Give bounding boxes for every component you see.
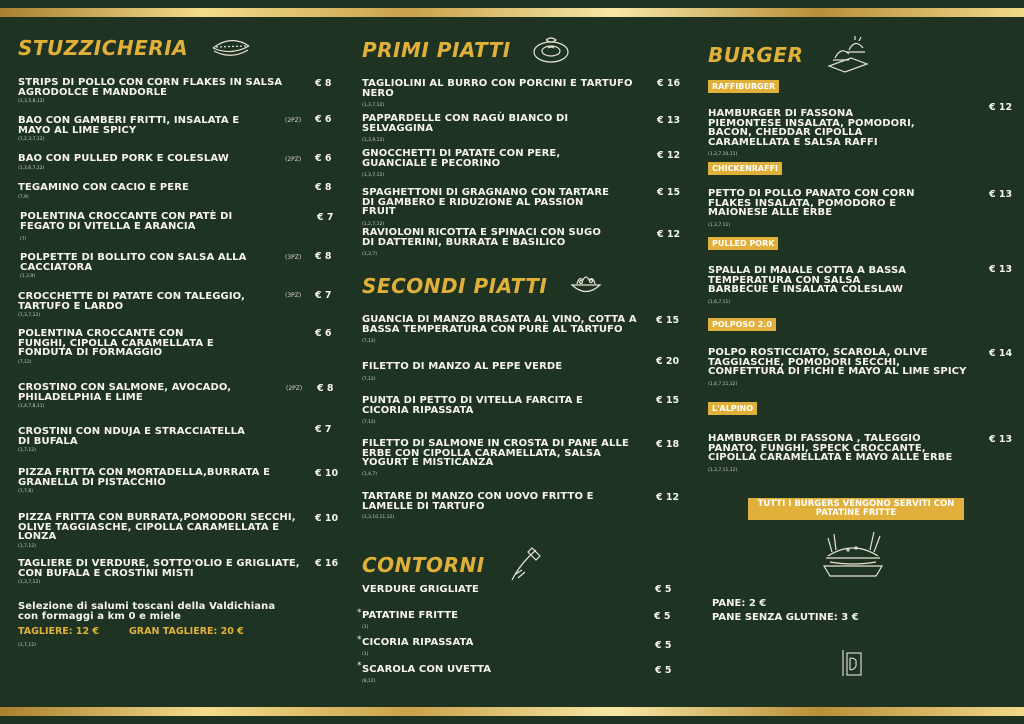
item-allergens: (1,2,7,12) (362, 221, 385, 227)
menu-item (18, 292, 248, 318)
item-price: € 8 (317, 383, 334, 394)
menu-item (362, 611, 458, 630)
item-name: PIZZA FRITTA CON BURRATA,POMODORI SECCHI, OLIVE TAGGIASCHE, CIPOLLA CARAMELLATA E LONZA (18, 512, 296, 542)
item-allergens: (1,3,7,12) (18, 313, 41, 318)
item-price: € 6 (315, 153, 332, 164)
item-price: € 6 (315, 328, 332, 339)
item-allergens: (8,12) (362, 678, 376, 684)
item-allergens: (1,3,5,8,12) (18, 99, 45, 104)
menu-item (362, 439, 647, 477)
item-allergens: (1,3,10,11,12) (362, 515, 395, 520)
item-name: SCAROLA CON UVETTA (362, 664, 492, 675)
item-name: TEGAMINO CON CACIO E PERE (18, 182, 189, 193)
item-name: PIZZA FRITTA CON MORTADELLA,BURRATA E GRANELLA DI PISTACCHIO (18, 467, 271, 488)
bread-price: PANE: 2 € (712, 598, 767, 609)
item-price: € 7 (317, 212, 334, 223)
item-price: € 13 (989, 434, 1013, 445)
menu-item (18, 383, 248, 409)
item-price: € 7 (315, 290, 332, 301)
salad-icon (569, 272, 603, 303)
pasta-plate-icon (532, 34, 570, 69)
menu-item (362, 149, 622, 178)
frozen-star-mark: * (357, 635, 362, 645)
gluten-free-bread-price: PANE SENZA GLUTINE: 3 € (712, 612, 859, 623)
item-allergens: (1,3,9,12) (362, 138, 385, 143)
item-allergens: (1,3,7,12) (18, 580, 41, 585)
menu-item (362, 315, 637, 344)
item-name: TARTARE DI MANZO CON UOVO FRITTO E LAMELLE DI TARTUFO (362, 491, 594, 512)
item-allergens: (7,9) (18, 194, 29, 200)
item-allergens: (1,4,7,11,12) (708, 381, 738, 387)
item-allergens: (1,3,7,12) (362, 173, 385, 178)
item-name: PATATINE FRITTE (362, 610, 459, 621)
burger-label: CHICKENRAFFI (708, 162, 782, 175)
burger-description: PETTO DI POLLO PANATO CON CORN FLAKES INSALATA, POMODORO E MAIONESE ALLE ERBE (708, 188, 915, 218)
item-allergens: (1) (362, 624, 369, 630)
burger-notice: TUTTI I BURGERS VENGONO SERVITI CON PATATINE FRITTE (748, 498, 964, 520)
section-title-stuzzicheria (18, 34, 252, 65)
item-name: TAGLIERE DI VERDURE, SOTTO'OLIO E GRIGLIATE, CON BUFALA E CROSTINI MISTI (18, 558, 300, 579)
burger-basket-icon (818, 526, 888, 582)
item-price: € 15 (657, 187, 681, 198)
item-price: € 12 (989, 102, 1013, 113)
menu-item (362, 362, 622, 382)
item-name: POLENTINA CROCCANTE CON PATÈ DI FEGATO DI VITELLA E ARANCIA (20, 211, 233, 232)
menu-item (362, 585, 479, 595)
item-pieces: (2PZ) (286, 385, 303, 392)
menu-item (362, 188, 612, 227)
menu-item (18, 559, 303, 585)
menu-item (362, 638, 474, 657)
item-price: € 5 (655, 665, 672, 676)
item-allergens: (1,3,7) (362, 252, 377, 257)
logo-mark-icon (840, 648, 868, 682)
burger-description: HAMBURGER DI FASSONA , TALEGGIO PANATO, FUNGHI, SPECK CROCCANTE, CIPOLLA CARAMELLATA E MAYO ALLE ERBE (708, 433, 953, 463)
item-pieces: (3PZ) (285, 254, 302, 261)
section-title-primi (362, 34, 570, 69)
item-name: STRIPS DI POLLO CON CORN FLAKES IN SALSA AGRODOLCE E MANDORLE (18, 77, 283, 98)
burger-label: L'ALPINO (708, 402, 757, 415)
item-name: SPAGHETTONI DI GRAGNANO CON TARTARE DI GAMBERO E RIDUZIONE AL PASSION FRUIT (362, 187, 610, 217)
burger-description: SPALLA DI MAIALE COTTA A BASSA TEMPERATURA CON SALSA BARBECUE E INSALATA COLESLAW (708, 265, 907, 295)
menu-item (18, 468, 303, 494)
item-price: € 13 (657, 115, 681, 126)
brush-decoration-icon (506, 544, 546, 589)
item-name: CROSTINI CON NDUJA E STRACCIATELLA DI BUFALA (18, 426, 245, 447)
section-title-text: SECONDI PIATTI (362, 274, 548, 298)
menu-item (362, 228, 612, 257)
item-allergens: (7,12) (362, 420, 376, 425)
item-price: € 16 (657, 78, 681, 89)
item-price: € 15 (656, 395, 680, 406)
burger-item (708, 189, 958, 228)
burger-item (708, 266, 923, 305)
menu-item (18, 116, 268, 142)
item-allergens: (1) (362, 651, 369, 657)
stuzzicheria-column (18, 22, 338, 694)
burger-item (708, 434, 953, 473)
item-allergens: (1,4,7) (362, 471, 377, 477)
item-name: BAO CON PULLED PORK E COLESLAW (18, 153, 229, 164)
burger-column (708, 22, 1013, 694)
item-price: € 10 (315, 513, 339, 524)
salumi-item (18, 602, 298, 621)
item-price: € 5 (655, 640, 672, 651)
menu-item (18, 183, 303, 200)
menu-item (362, 114, 642, 143)
item-name: PUNTA DI PETTO DI VITELLA FARCITA E CICORIA RIPASSATA (362, 395, 583, 416)
item-price: € 8 (315, 182, 332, 193)
item-name: POLPETTE DI BOLLITO CON SALSA ALLA CACCIATORA (20, 252, 247, 273)
item-name: TAGLIOLINI AL BURRO CON PORCINI E TARTUFO NERO (362, 78, 633, 99)
item-allergens: (7,12) (362, 339, 376, 344)
item-name: CROCCHETTE DI PATATE CON TALEGGIO, TARTUFO E LARDO (18, 291, 245, 312)
section-title-text: BURGER (708, 43, 804, 67)
burger-description: HAMBURGER DI FASSONA PIEMONTESE INSALATA, POMODORI, BACON, CHEDDAR CIPOLLA CARAMELLATA E SALSA RAFFI (708, 108, 915, 148)
item-allergens: (1,6,7,11) (708, 299, 731, 305)
item-pieces: (2PZ) (285, 117, 302, 124)
item-price: € 14 (989, 348, 1013, 359)
item-name: CICORIA RIPASSATA (362, 637, 474, 648)
menu-item (20, 212, 240, 242)
burger-label: PULLED PORK (708, 237, 778, 250)
menu-item (362, 79, 642, 108)
item-allergens: (1,3,7,11,12) (708, 467, 738, 473)
section-title-text: CONTORNI (362, 553, 485, 577)
item-price: € 8 (315, 251, 332, 262)
item-price: € 5 (655, 584, 672, 595)
item-allergens: (1,3,7,10,11) (708, 152, 738, 157)
item-allergens: (1,2,3,7,12) (18, 137, 45, 142)
item-price: € 13 (989, 264, 1013, 275)
primi-secondi-column (357, 22, 682, 694)
section-title-text: STUZZICHERIA (18, 36, 189, 60)
item-name: GNOCCHETTI DI PATATE CON PERE, GUANCIALE E PECORINO (362, 148, 561, 169)
menu-item (18, 154, 268, 171)
item-allergens: (1,7,12) (18, 643, 36, 648)
frozen-star-mark: * (357, 608, 362, 618)
item-name: CROSTINO CON SALMONE, AVOCADO, PHILADELPHIA E LIME (18, 382, 232, 403)
item-price: € 5 (654, 611, 671, 622)
item-name: POLENTINA CROCCANTE CON FUNGHI, CIPOLLA CARAMELLATA E FONDUTA DI FORMAGGIO (18, 328, 214, 358)
item-price: € 6 (315, 114, 332, 125)
burger-item (708, 348, 976, 387)
item-price: € 18 (656, 439, 680, 450)
section-title-burger (708, 34, 871, 79)
item-name: FILETTO DI SALMONE IN CROSTA DI PANE ALLE ERBE CON CIPOLLA CARAMELLATA, SALSA YOGURT E MISTICANZA (362, 438, 629, 468)
item-price: € 13 (989, 189, 1013, 200)
menu-item (362, 665, 491, 684)
item-price: € 7 (315, 424, 332, 435)
burger-label: POLPOSO 2.0 (708, 318, 776, 331)
item-price: € 10 (315, 468, 339, 479)
item-name: BAO CON GAMBERI FRITTI, INSALATA E MAYO AL LIME SPICY (18, 115, 240, 136)
item-allergens: (7,12) (18, 359, 32, 365)
item-allergens: (1,3,7,12) (362, 103, 385, 108)
section-title-text: PRIMI PIATTI (362, 38, 511, 62)
menu-item (18, 78, 303, 104)
menu-item (20, 253, 250, 279)
menu-item (362, 396, 602, 425)
item-name: Selezione di salumi toscani della Valdichiana con formaggi a km 0 e miele (18, 601, 276, 622)
menu-item (18, 329, 233, 365)
item-pieces: (3PZ) (285, 292, 302, 299)
bottom-gold-border (0, 707, 1024, 716)
gran-tagliere-price: GRAN TAGLIERE: 20 € (129, 626, 244, 637)
burger-item (708, 109, 923, 157)
burger-icon (825, 34, 871, 79)
item-name: PAPPARDELLE CON RAGÙ BIANCO DI SELVAGGINA (362, 113, 569, 134)
sandwich-icon (210, 34, 252, 65)
item-allergens: (7) (20, 237, 27, 242)
section-title-contorni (362, 544, 546, 589)
item-allergens: (1,7,12) (18, 448, 36, 453)
item-allergens: (1,3,6,7,12) (18, 165, 45, 171)
item-allergens: (1,3,9) (20, 274, 35, 279)
menu-item (362, 492, 647, 520)
item-name: GUANCIA DI MANZO BRASATA AL VINO, COTTA A BASSA TEMPERATURA CON PURÈ AL TARTUFO (362, 314, 637, 335)
item-allergens: (1,4,7,8,11) (18, 404, 45, 409)
frozen-star-mark: * (357, 661, 362, 671)
menu-item (18, 427, 248, 453)
item-price: € 8 (315, 78, 332, 89)
burger-description: POLPO ROSTICCIATO, SCAROLA, OLIVE TAGGIASCHE, POMODORI SECCHI, CONFETTURA DI FICHI E MAYO AL LIME SPICY (708, 347, 967, 377)
section-title-secondi (362, 272, 603, 303)
item-name: RAVIOLONI RICOTTA E SPINACI CON SUGO DI DATTERINI, BURRATA E BASILICO (362, 227, 601, 248)
item-name: FILETTO DI MANZO AL PEPE VERDE (362, 361, 563, 372)
item-allergens: (1,3,7,11) (708, 222, 731, 228)
item-allergens: (7,12) (362, 376, 376, 382)
tagliere-price: TAGLIERE: 12 € (18, 626, 100, 637)
item-price: € 12 (657, 229, 681, 240)
item-allergens: (1,7,12) (18, 543, 36, 549)
item-price: € 15 (656, 315, 680, 326)
item-name: VERDURE GRIGLIATE (362, 584, 479, 595)
menu-item (18, 513, 303, 549)
item-price: € 12 (656, 492, 680, 503)
item-allergens: (1,7,8) (18, 489, 33, 494)
item-pieces: (2PZ) (285, 156, 302, 163)
top-gold-border (0, 8, 1024, 17)
item-price: € 16 (315, 558, 339, 569)
burger-label: RAFFIBURGER (708, 80, 779, 93)
item-price: € 20 (656, 356, 680, 367)
item-price: € 12 (657, 150, 681, 161)
